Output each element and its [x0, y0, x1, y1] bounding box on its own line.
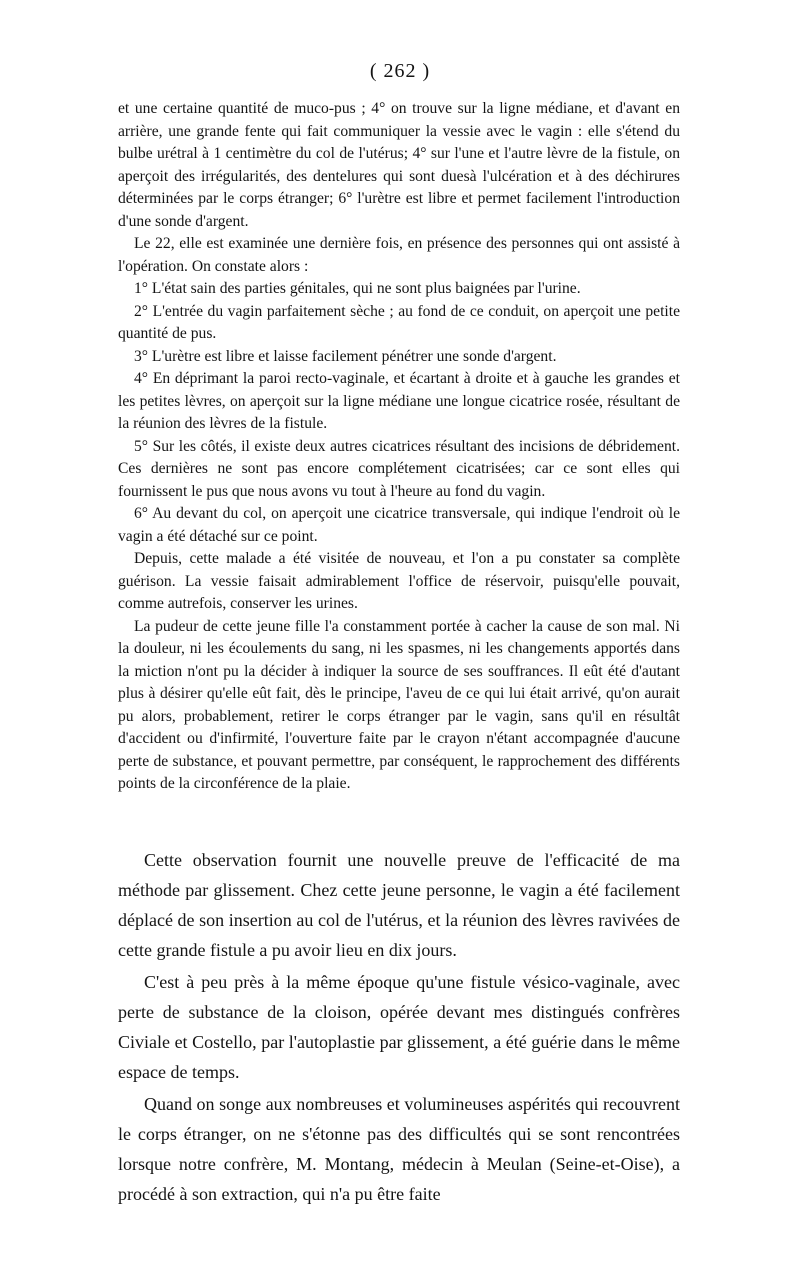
- paragraph: Depuis, cette malade a été visitée de nouveau, et l'on a pu constater sa complète guérison. La vessie faisait admirablement l'office de réservoir, puisqu'elle pouvait, comme autrefois, conserver les urines.: [118, 550, 680, 612]
- paragraph: 3° L'urètre est libre et laisse facilement pénétrer une sonde d'argent.: [134, 347, 557, 365]
- paragraph: Le 22, elle est examinée une dernière fois, en présence des personnes qui ont assisté à l'opération. On constate alors :: [118, 235, 680, 275]
- paragraph: 6° Au devant du col, on aperçoit une cicatrice transversale, qui indique l'endroit où le vagin a été détaché sur ce point.: [118, 505, 680, 545]
- paragraph: 5° Sur les côtés, il existe deux autres cicatrices résultant des incisions de débridement. Ces dernières ne sont pas encore complétement cicatrisées; car ce sont elles qui fournissent le pus que nous avons vu tout à l'heure au fond du vagin.: [118, 437, 680, 500]
- paragraph: 4° En déprimant la paroi recto-vaginale, et écartant à droite et à gauche les grandes et les petites lèvres, on aperçoit sur la ligne médiane une longue cicatrice rosée, résultant de la réunion des lèvres de la fistule.: [118, 370, 680, 432]
- paragraph: 2° L'entrée du vagin parfaitement sèche ; au fond de ce conduit, on aperçoit une petite quantité de pus.: [118, 302, 680, 342]
- observation-text: [118, 98, 680, 796]
- commentary-text: [118, 845, 680, 1211]
- paragraph: 1° L'état sain des parties génitales, qui ne sont plus baignées par l'urine.: [134, 280, 581, 297]
- page-number: ( 262 ): [369, 60, 431, 82]
- paragraph: Quand on songe aux nombreuses et volumineuses aspérités qui recouvrent le corps étranger, on ne s'étonne pas des difficultés qui se sont rencontrées lorsque notre confrère, M. Montang, médecin à Meulan (Seine-et-Oise), a procédé à son extraction, qui n'a pu être faite: [118, 1094, 680, 1204]
- paragraph: C'est à peu près à la même époque qu'une fistule vésico-vaginale, avec perte de substance de la cloison, opérée devant mes distingués confrères Civiale et Costello, par l'autoplastie par glissement, a été guérie dans le même espace de temps.: [118, 972, 680, 1082]
- paragraph: La pudeur de cette jeune fille l'a constamment portée à cacher la cause de son mal. Ni la douleur, ni les écoulements du sang, ni les spasmes, ni les changements apportés dans la miction n'ont pu la décider à indiquer la source de ses souffrances. Il eût été d'autant plus à désirer qu'elle eût fait, dès le principe, l'aveu de ce qui lui était arrivé, qu'on aurait pu alors, probablement, retirer le corps étranger par le vagin, sans qu'il en résultât d'accident ou d'infirmité, l'ouverture faite par le crayon n'étant accompagnée d'aucune perte de substance, et pouvant permettre, par conséquent, le rapprochement des différents points de la circonférence de la plaie.: [118, 617, 680, 792]
- paragraph: Cette observation fournit une nouvelle preuve de l'efficacité de ma méthode par glissement. Chez cette jeune personne, le vagin a été facilement déplacé de son insertion au col de l'utérus, et la réunion des lèvres ravivées de cette grande fistule a pu avoir lieu en dix jours.: [118, 850, 680, 960]
- paragraph: et une certaine quantité de muco-pus ; 4° on trouve sur la ligne médiane, et d'avant en arrière, une grande fente qui fait communiquer la vessie avec le vagin : elle s'étend du bulbe urétral à 1 centimètre du col de l'utérus; 4° sur l'une et l'autre lèvre de la fistule, on aperçoit des irrégularités, des dentelures qui sont duesà l'ulcération et à des déchirures déterminées par le corps étranger; 6° l'urètre est libre et permet facilement l'introduction d'une sonde d'argent.: [118, 100, 680, 230]
